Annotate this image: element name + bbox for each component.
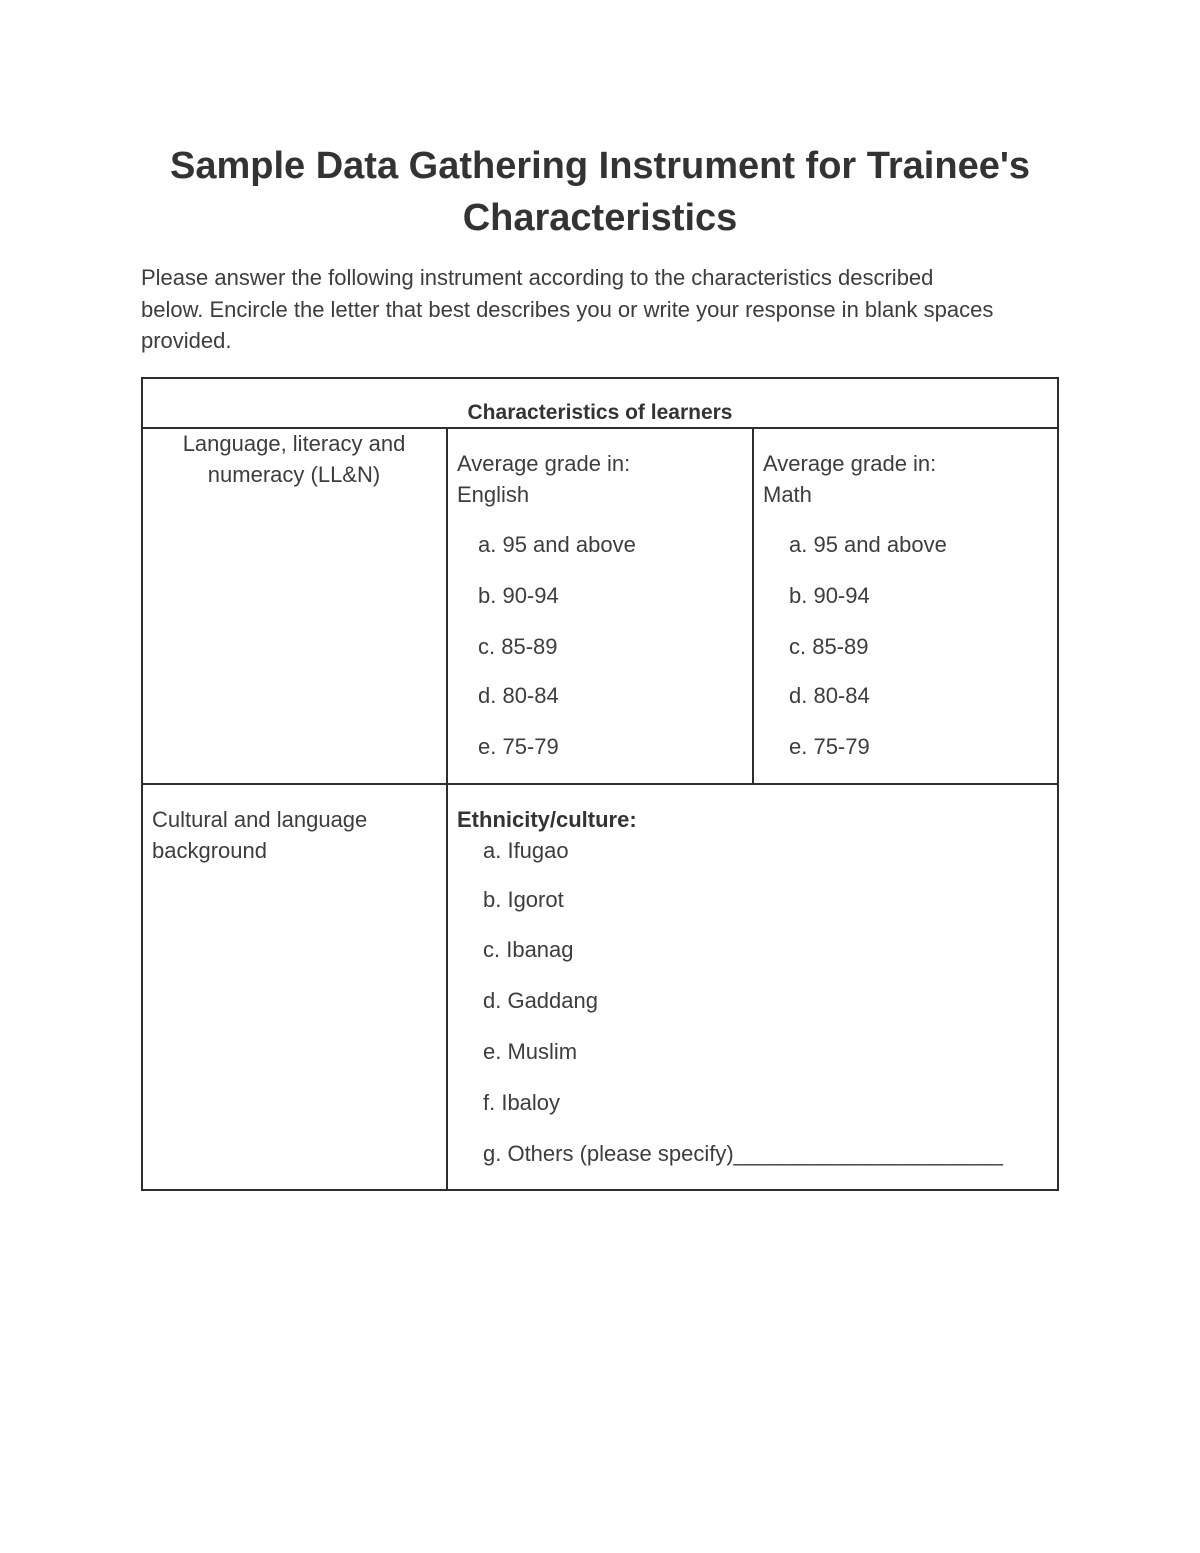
instructions-line-2: below. Encircle the letter that best describes you or write your response in blank spaces <box>141 296 994 322</box>
page-title <box>100 140 1100 244</box>
english-option-b[interactable]: b. 90-94 <box>478 583 559 608</box>
table-header: Characteristics of learners <box>467 401 733 424</box>
instructions <box>141 262 1071 357</box>
table-border-row1-bottom <box>141 783 1059 785</box>
row1-label-line-1: Language, literacy and <box>182 431 406 456</box>
row2-label-line-1: Cultural and language <box>152 807 368 832</box>
table-border-top <box>141 377 1059 379</box>
ethnicity-option-a[interactable]: a. Ifugao <box>483 838 569 863</box>
ethnicity-option-f[interactable]: f. Ibaloy <box>483 1090 561 1115</box>
table-border-left <box>141 377 143 1191</box>
math-option-e[interactable]: e. 75-79 <box>789 734 870 759</box>
english-option-e[interactable]: e. 75-79 <box>478 734 559 759</box>
row2-label <box>152 804 442 866</box>
title-line-1: Sample Data Gathering Instrument for Trainee's <box>169 145 1031 187</box>
math-option-b[interactable]: b. 90-94 <box>789 583 870 608</box>
row2-label-line-2: background <box>152 838 267 863</box>
table-border-bottom <box>141 1189 1059 1191</box>
english-subject: English <box>457 482 530 507</box>
math-option-d[interactable]: d. 80-84 <box>789 683 870 708</box>
instructions-line-3: provided. <box>141 328 232 353</box>
ethnicity-heading: Ethnicity/culture: <box>457 807 637 832</box>
math-prompt-text: Average grade in: <box>763 451 937 476</box>
math-subject: Math <box>763 482 812 507</box>
english-option-a[interactable]: a. 95 and above <box>478 532 636 557</box>
english-prompt-text: Average grade in: <box>457 451 631 476</box>
math-grade-prompt <box>763 448 936 510</box>
title-line-2: Characteristics <box>462 197 738 239</box>
row1-label-line-2: numeracy (LL&N) <box>207 462 381 487</box>
characteristics-table <box>141 377 1059 1191</box>
math-option-c[interactable]: c. 85-89 <box>789 634 869 659</box>
ethnicity-option-d[interactable]: d. Gaddang <box>483 988 598 1013</box>
english-option-d[interactable]: d. 80-84 <box>478 683 559 708</box>
ethnicity-option-b[interactable]: b. Igorot <box>483 887 564 912</box>
english-grade-prompt <box>457 448 630 510</box>
ethnicity-option-g-others[interactable]: g. Others (please specify)______________________ <box>483 1141 1003 1166</box>
instructions-line-1: Please answer the following instrument according to the characteristics described <box>141 265 934 290</box>
math-option-a[interactable]: a. 95 and above <box>789 532 947 557</box>
ethnicity-option-e[interactable]: e. Muslim <box>483 1039 578 1064</box>
english-option-c[interactable]: c. 85-89 <box>478 634 558 659</box>
ethnicity-option-c[interactable]: c. Ibanag <box>483 937 574 962</box>
table-border-right <box>1057 377 1059 1191</box>
row1-label <box>145 428 443 490</box>
table-divider-col1 <box>446 427 448 1191</box>
table-divider-col2 <box>752 427 754 785</box>
